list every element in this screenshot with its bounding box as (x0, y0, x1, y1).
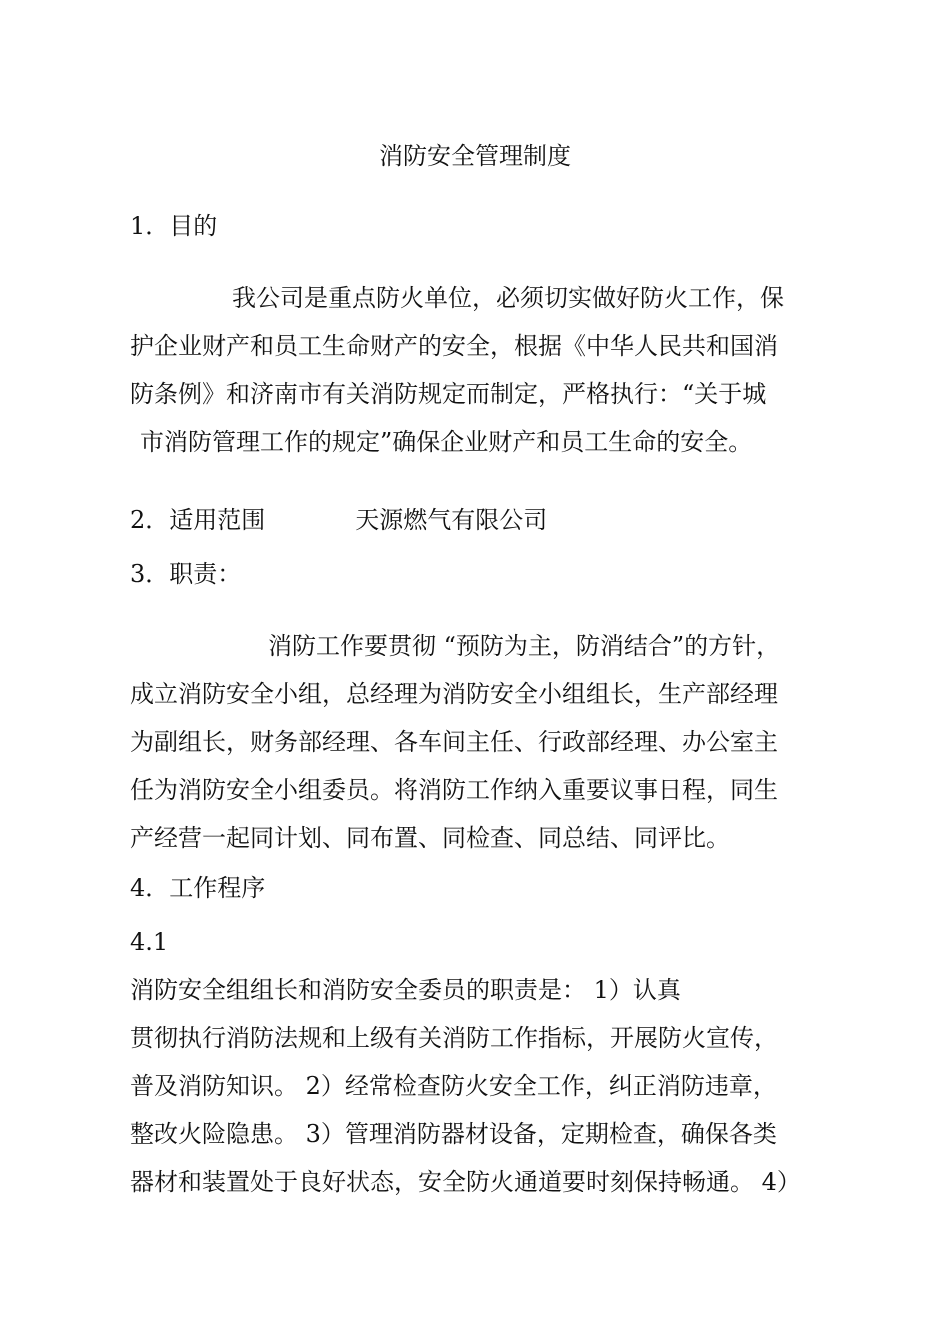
section-2-heading: 2．适用范围 (130, 506, 266, 534)
section-3-line: 成立消防安全小组，总经理为消防安全小组组长，生产部经理 (130, 680, 778, 708)
section-4-1-line: 贯彻执行消防法规和上级有关消防工作指标，开展防火宣传， (130, 1024, 778, 1052)
section-4-1-line: 器材和装置处于良好状态，安全防火通道要时刻保持畅通。 4） (130, 1168, 801, 1196)
document-title: 消防安全管理制度 (379, 142, 571, 170)
section-1-line: 市消防管理工作的规定”确保企业财产和员工生命的安全。 (140, 428, 753, 456)
section-2-value: 天源燃气有限公司 (355, 506, 548, 534)
section-1-heading: 1．目的 (130, 212, 218, 240)
section-2-row (130, 502, 830, 538)
section-3-line: 任为消防安全小组委员。将消防工作纳入重要议事日程，同生 (130, 776, 778, 804)
section-1-line: 防条例》和济南市有关消防规定而制定，严格执行：“关于城 (130, 380, 767, 408)
section-3-heading: 3．职责： (130, 560, 242, 588)
section-1-line: 护企业财产和员工生命财产的安全，根据《中华人民共和国消 (130, 332, 778, 360)
section-1-body (130, 274, 830, 466)
section-3-line: 为副组长，财务部经理、各车间主任、行政部经理、办公室主 (130, 728, 778, 756)
section-4-1-number: 4.1 (130, 928, 169, 956)
section-1-line: 我公司是重点防火单位，必须切实做好防火工作，保 (232, 284, 784, 312)
section-3-line: 消防工作要贯彻 “预防为主，防消结合”的方针， (268, 632, 781, 660)
section-3-body (130, 622, 830, 862)
section-4-1-line: 普及消防知识。 2）经常检查防火安全工作，纠正消防违章， (130, 1072, 777, 1100)
section-4-1-line: 消防安全组组长和消防安全委员的职责是： 1）认真 (130, 976, 681, 1004)
section-4-1-first-line (130, 918, 830, 1014)
section-4-heading: 4．工作程序 (130, 874, 266, 902)
section-3-line: 产经营一起同计划、同布置、同检查、同总结、同评比。 (130, 824, 730, 852)
section-4-1-line: 整改火险隐患。 3）管理消防器材设备，定期检查，确保各类 (130, 1120, 777, 1148)
section-4-1-body (130, 918, 830, 1206)
